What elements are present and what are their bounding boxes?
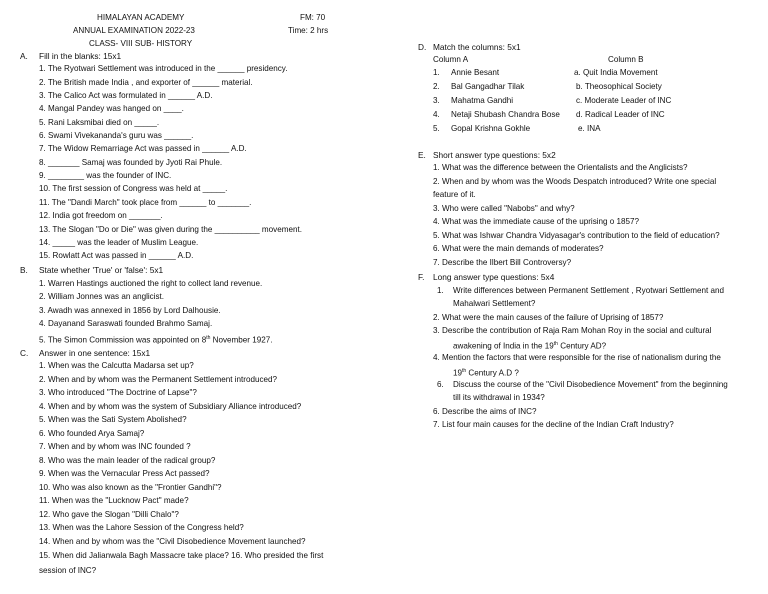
match-row-number: 1. bbox=[433, 68, 440, 77]
match-col-b: a. Quit India Movement bbox=[574, 68, 658, 77]
list-item: Discuss the course of the "Civil Disobedience Movement" from the beginning bbox=[453, 380, 728, 389]
section-f-letter: F. bbox=[418, 272, 425, 282]
list-item: Mahalwari Settlement? bbox=[453, 299, 536, 308]
list-item: 6. What were the main demands of moderates? bbox=[433, 244, 604, 253]
match-col-b: c. Moderate Leader of INC bbox=[576, 96, 672, 105]
list-item: 7. When and by whom was INC founded ? bbox=[39, 442, 191, 451]
superscript: th bbox=[462, 368, 467, 374]
list-item: 4. Mention the factors that were responsible for the rise of nationalism during the bbox=[433, 353, 721, 362]
item-text: Century AD? bbox=[557, 341, 607, 351]
list-item: 15. Rowlatt Act was passed in ______ A.D. bbox=[39, 251, 194, 260]
list-item: 7. Describe the Ilbert Bill Controversy? bbox=[433, 258, 572, 267]
list-item: 3. Who introduced "The Doctrine of Lapse"? bbox=[39, 388, 197, 397]
list-item bbox=[453, 366, 519, 379]
section-c-title: Answer in one sentence: 15x1 bbox=[39, 348, 151, 358]
list-item: 1. What was the difference between the Orientalists and the Anglicists? bbox=[433, 163, 688, 172]
section-c-letter: C. bbox=[20, 348, 29, 358]
superscript: th bbox=[553, 341, 558, 347]
list-item: 5. Rani Laksmibai died on _____. bbox=[39, 118, 160, 127]
list-item: 13. When was the Lahore Session of the Congress held? bbox=[39, 523, 244, 532]
list-item: 12. Who gave the Slogan "Dilli Chalo"? bbox=[39, 510, 179, 519]
list-item: 6. Who founded Arya Samaj? bbox=[39, 429, 145, 438]
class-subject: CLASS- VIII SUB- HISTORY bbox=[89, 39, 193, 48]
list-item: 4. Mangal Pandey was hanged on ____. bbox=[39, 104, 184, 113]
list-item: 6. Swami Vivekananda's guru was ______. bbox=[39, 131, 194, 140]
match-col-a: Netaji Shubash Chandra Bose bbox=[451, 110, 560, 119]
list-item: 1. When was the Calcutta Madarsa set up? bbox=[39, 361, 194, 370]
list-item-number: 6. bbox=[437, 380, 444, 389]
list-item: 4. When and by whom was the system of Subsidiary Alliance introduced? bbox=[39, 402, 302, 411]
exam-title: ANNUAL EXAMINATION 2022-23 bbox=[73, 26, 195, 35]
section-e-letter: E. bbox=[418, 150, 426, 160]
list-item: Write differences between Permanent Settlement , Ryotwari Settlement and bbox=[453, 286, 724, 295]
section-d-letter: D. bbox=[418, 42, 427, 52]
item-text: awakening of India in the 19 bbox=[453, 341, 554, 351]
list-item: 9. ________ was the founder of INC. bbox=[39, 171, 172, 180]
list-item: 4. What was the immediate cause of the uprising o 1857? bbox=[433, 217, 640, 226]
match-col-b: b. Theosophical Society bbox=[576, 82, 662, 91]
column-a-header: Column A bbox=[433, 55, 469, 64]
section-a-title: Fill in the blanks: 15x1 bbox=[39, 51, 122, 61]
list-item: 5. What was Ishwar Chandra Vidyasagar's contribution to the field of education? bbox=[433, 231, 720, 240]
list-item: 2. When and by whom was the Permanent Settlement introduced? bbox=[39, 375, 277, 384]
list-item: 15. When did Jalianwala Bagh Massacre take place? 16. Who presided the first bbox=[39, 551, 324, 560]
column-b-header: Column B bbox=[608, 55, 644, 64]
section-b-letter: B. bbox=[20, 265, 28, 275]
item-text: Century A.D ? bbox=[466, 368, 519, 378]
section-a-letter: A. bbox=[20, 51, 28, 61]
list-item: 13. The Slogan "Do or Die" was given during the __________ movement. bbox=[39, 225, 302, 234]
list-item: 5. When was the Sati System Abolished? bbox=[39, 415, 187, 424]
list-item bbox=[39, 333, 272, 346]
list-item: 3. Describe the contribution of Raja Ram Mohan Roy in the social and cultural bbox=[433, 326, 712, 335]
list-item: 3. Awadh was annexed in 1856 by Lord Dalhousie. bbox=[39, 306, 221, 315]
full-marks: FM: 70 bbox=[300, 13, 326, 22]
list-item: 14. When and by whom was the "Civil Disobedience Movement launched? bbox=[39, 537, 306, 546]
list-item: 2. The British made India , and exporter of ______ material. bbox=[39, 78, 253, 87]
section-d-title: Match the columns: 5x1 bbox=[433, 42, 521, 52]
match-row-number: 5. bbox=[433, 124, 440, 133]
list-item: 7. The Widow Remarriage Act was passed in ______ A.D. bbox=[39, 144, 247, 153]
section-e-title: Short answer type questions: 5x2 bbox=[433, 150, 556, 160]
list-item: 14. _____ was the leader of Muslim League. bbox=[39, 238, 199, 247]
list-item: 9. When was the Vernacular Press Act passed? bbox=[39, 469, 210, 478]
list-item: feature of it. bbox=[433, 190, 476, 199]
match-row-number: 3. bbox=[433, 96, 440, 105]
list-item: 10. Who was also known as the "Frontier Gandhi"? bbox=[39, 483, 222, 492]
list-item: till its withdrawal in 1934? bbox=[453, 393, 545, 402]
time-allowed: Time: 2 hrs bbox=[288, 26, 329, 35]
list-item: 3. The Calico Act was formulated in ______ A.D. bbox=[39, 91, 213, 100]
list-item: 2. What were the main causes of the failure of Uprising of 1857? bbox=[433, 313, 664, 322]
item-text: 19 bbox=[453, 368, 463, 378]
match-row-number: 2. bbox=[433, 82, 440, 91]
match-row-number: 4. bbox=[433, 110, 440, 119]
list-item: 11. The "Dandi March" took place from ______ to _______. bbox=[39, 198, 252, 207]
list-item: session of INC? bbox=[39, 566, 97, 575]
section-b-title: State whether 'True' or 'false': 5x1 bbox=[39, 265, 164, 275]
match-col-a: Annie Besant bbox=[451, 68, 500, 77]
list-item-number: 1. bbox=[437, 286, 444, 295]
match-col-b: d. Radical Leader of INC bbox=[576, 110, 665, 119]
section-f-title: Long answer type questions: 5x4 bbox=[433, 272, 555, 282]
list-item: 12. India got freedom on _______. bbox=[39, 211, 163, 220]
list-item: 11. When was the "Lucknow Pact" made? bbox=[39, 496, 189, 505]
match-col-b: e. INA bbox=[578, 124, 601, 133]
school-name: HIMALAYAN ACADEMY bbox=[97, 13, 185, 22]
superscript: th bbox=[206, 335, 211, 341]
list-item: 3. Who were called "Nabobs" and why? bbox=[433, 204, 575, 213]
item-text: 5. The Simon Commission was appointed on 8 bbox=[39, 335, 207, 345]
list-item: 10. The first session of Congress was held at _____. bbox=[39, 184, 228, 193]
list-item: 2. William Jonnes was an anglicist. bbox=[39, 292, 165, 301]
match-col-a: Mahatma Gandhi bbox=[451, 96, 514, 105]
list-item: 1. The Ryotwari Settlement was introduced in the ______ presidency. bbox=[39, 64, 288, 73]
match-col-a: Bal Gangadhar Tilak bbox=[451, 82, 525, 91]
list-item: 8. _______ Samaj was founded by Jyoti Rai Phule. bbox=[39, 158, 223, 167]
list-item: 2. When and by whom was the Woods Despatch introduced? Write one special bbox=[433, 177, 717, 186]
list-item: 6. Describe the aims of INC? bbox=[433, 407, 537, 416]
list-item: 8. Who was the main leader of the radical group? bbox=[39, 456, 216, 465]
list-item bbox=[453, 339, 606, 352]
list-item: 1. Warren Hastings auctioned the right to collect land revenue. bbox=[39, 279, 263, 288]
item-text: November 1927. bbox=[210, 335, 273, 345]
list-item: 4. Dayanand Saraswati founded Brahmo Samaj. bbox=[39, 319, 213, 328]
list-item: 7. List four main causes for the decline of the Indian Craft Industry? bbox=[433, 420, 674, 429]
match-col-a: Gopal Krishna Gokhle bbox=[451, 124, 531, 133]
